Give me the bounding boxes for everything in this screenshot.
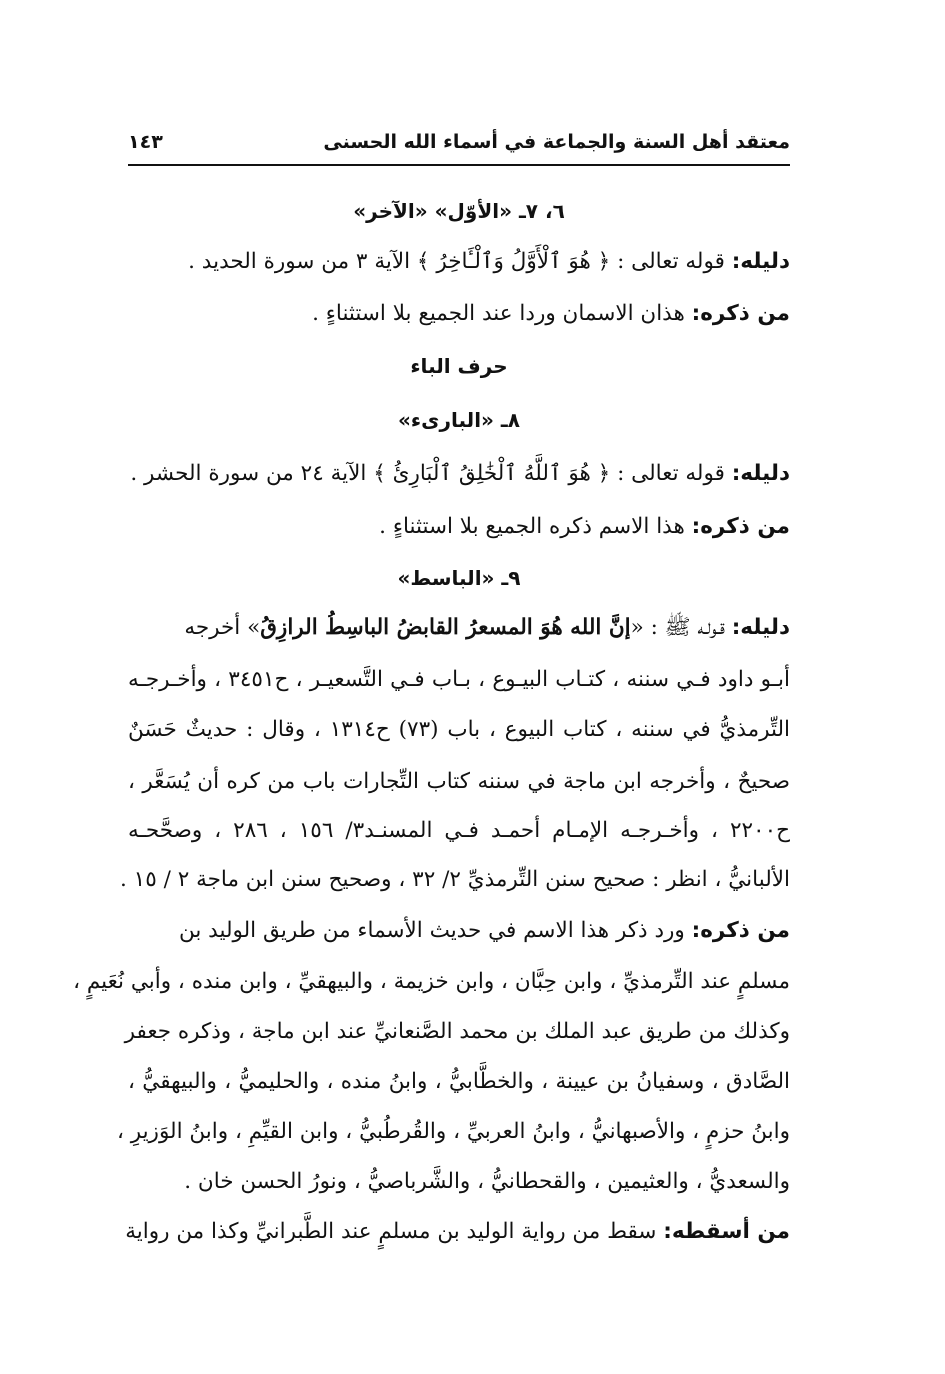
dropped-label: من أسقطه: — [663, 1219, 790, 1244]
body-line: صحيحٌ ، وأخرجه ابن ماجة في سننه كتاب التِّجارات باب من كره أن يُسَعَّر ، — [128, 769, 790, 794]
mention-text: هذان الاسمان وردا عند الجميع بلا استثناءٍ . — [312, 301, 685, 326]
evidence-line — [128, 242, 790, 282]
evidence-text: قوله تعالى : ﴿ هُوَ ٱلْأَوَّلُ وَٱلْـَٔاخِرُ ﴾ الآية ٣ من سورة الحديد . — [188, 249, 725, 274]
evidence-label: دليله: — [731, 615, 790, 640]
mention-label: من ذكره: — [691, 514, 790, 539]
evidence-intro: قـولـه ﷺ : « — [630, 615, 725, 640]
section-heading-8: ٨ـ «البارىء» — [398, 408, 520, 432]
mention-line — [128, 911, 790, 951]
mention-text: هذا الاسم ذكره الجميع بلا استثناءٍ . — [379, 514, 685, 539]
evidence-line — [128, 454, 790, 494]
body-line: ح٢٢٠٠ ، وأخـرجـه الإمـام أحمـد فـي المسنـد٣/ ١٥٦ ، ٢٨٦ ، وصحَّحـه — [128, 818, 791, 843]
dropped-text: سقط من رواية الوليد بن مسلمٍ عند الطَّبرانيِّ وكذا من رواية — [125, 1219, 657, 1244]
mention-line — [128, 294, 790, 334]
mention-label: من ذكره: — [691, 918, 790, 943]
page-number: ١٤٣ — [128, 131, 163, 153]
dropped-line — [125, 1212, 790, 1252]
page-header — [128, 122, 790, 162]
body-line: والسعديُّ ، والعثيمين ، والقحطانيُّ ، والشَّرباصيُّ ، ونورُ الحسن خان . — [184, 1169, 790, 1194]
mention-line — [128, 507, 790, 547]
evidence-label: دليله: — [731, 249, 790, 274]
running-title: معتقد أهل السنة والجماعة في أسماء الله الحسنى — [323, 131, 790, 153]
body-line: مسلمٍ عند التِّرمذيِّ ، وابن حِبَّان ، وابن خزيمة ، والبيهقيِّ ، وابن منده ، وأبي نُعَيمٍ ، — [73, 969, 790, 994]
body-line: التِّرمذيُّ في سننه ، كتاب البيوع ، باب (٧٣) ح١٣١٤ ، وقال : حديثٌ حَسَنٌ — [128, 717, 791, 742]
body-line: وكذلك من طريق عبد الملك بن محمد الصَّنعانيِّ عند ابن ماجة ، وذكره جعفر — [124, 1019, 790, 1044]
hadith-text: إنَّ الله هُوَ المسعرُ القابضُ الباسِطُ الرازِقُ — [260, 615, 631, 640]
body-line: وابنُ حزمٍ ، والأصبهانيُّ ، وابنُ العربيِّ ، والقُرطُبيُّ ، وابن القيِّمِ ، وابنُ الوَزيرِ ، — [116, 1119, 790, 1144]
evidence-text: قوله تعالى : ﴿ هُوَ ٱللَّهُ ٱلْخَٰلِقُ ٱلْبَارِئُ ﴾ الآية ٢٤ من سورة الحشر . — [130, 461, 725, 486]
section-heading-6-7: ٦، ٧ـ «الأوّل» «الآخر» — [353, 199, 565, 223]
evidence-text: » أخرجه — [184, 615, 261, 640]
mention-label: من ذكره: — [691, 301, 790, 326]
evidence-label: دليله: — [731, 461, 790, 486]
letter-heading: حرف الباء — [410, 354, 508, 378]
header-divider — [128, 164, 790, 166]
evidence-line — [128, 608, 790, 648]
body-line: الصَّادق ، وسفيانُ بن عيينة ، والخطَّابيُّ ، وابنُ منده ، والحليميُّ ، والبيهقيُّ ، — [128, 1069, 790, 1094]
body-line: الألبانيُّ ، انظر : صحيح سنن التِّرمذيِّ ٢/ ٣٢ ، وصحيح سنن ابن ماجة ٢ / ١٥ . — [119, 867, 790, 892]
body-line: أبـو داود فـي سننه ، كتـاب البيـوع ، بـاب فـي التَّسعيـر ، ح٣٤٥١ ، وأخـرجـه — [128, 667, 790, 692]
section-heading-9: ٩ـ «الباسط» — [397, 566, 521, 590]
mention-text: ورد ذكر هذا الاسم في حديث الأسماء من طريق الوليد بن — [179, 918, 685, 943]
